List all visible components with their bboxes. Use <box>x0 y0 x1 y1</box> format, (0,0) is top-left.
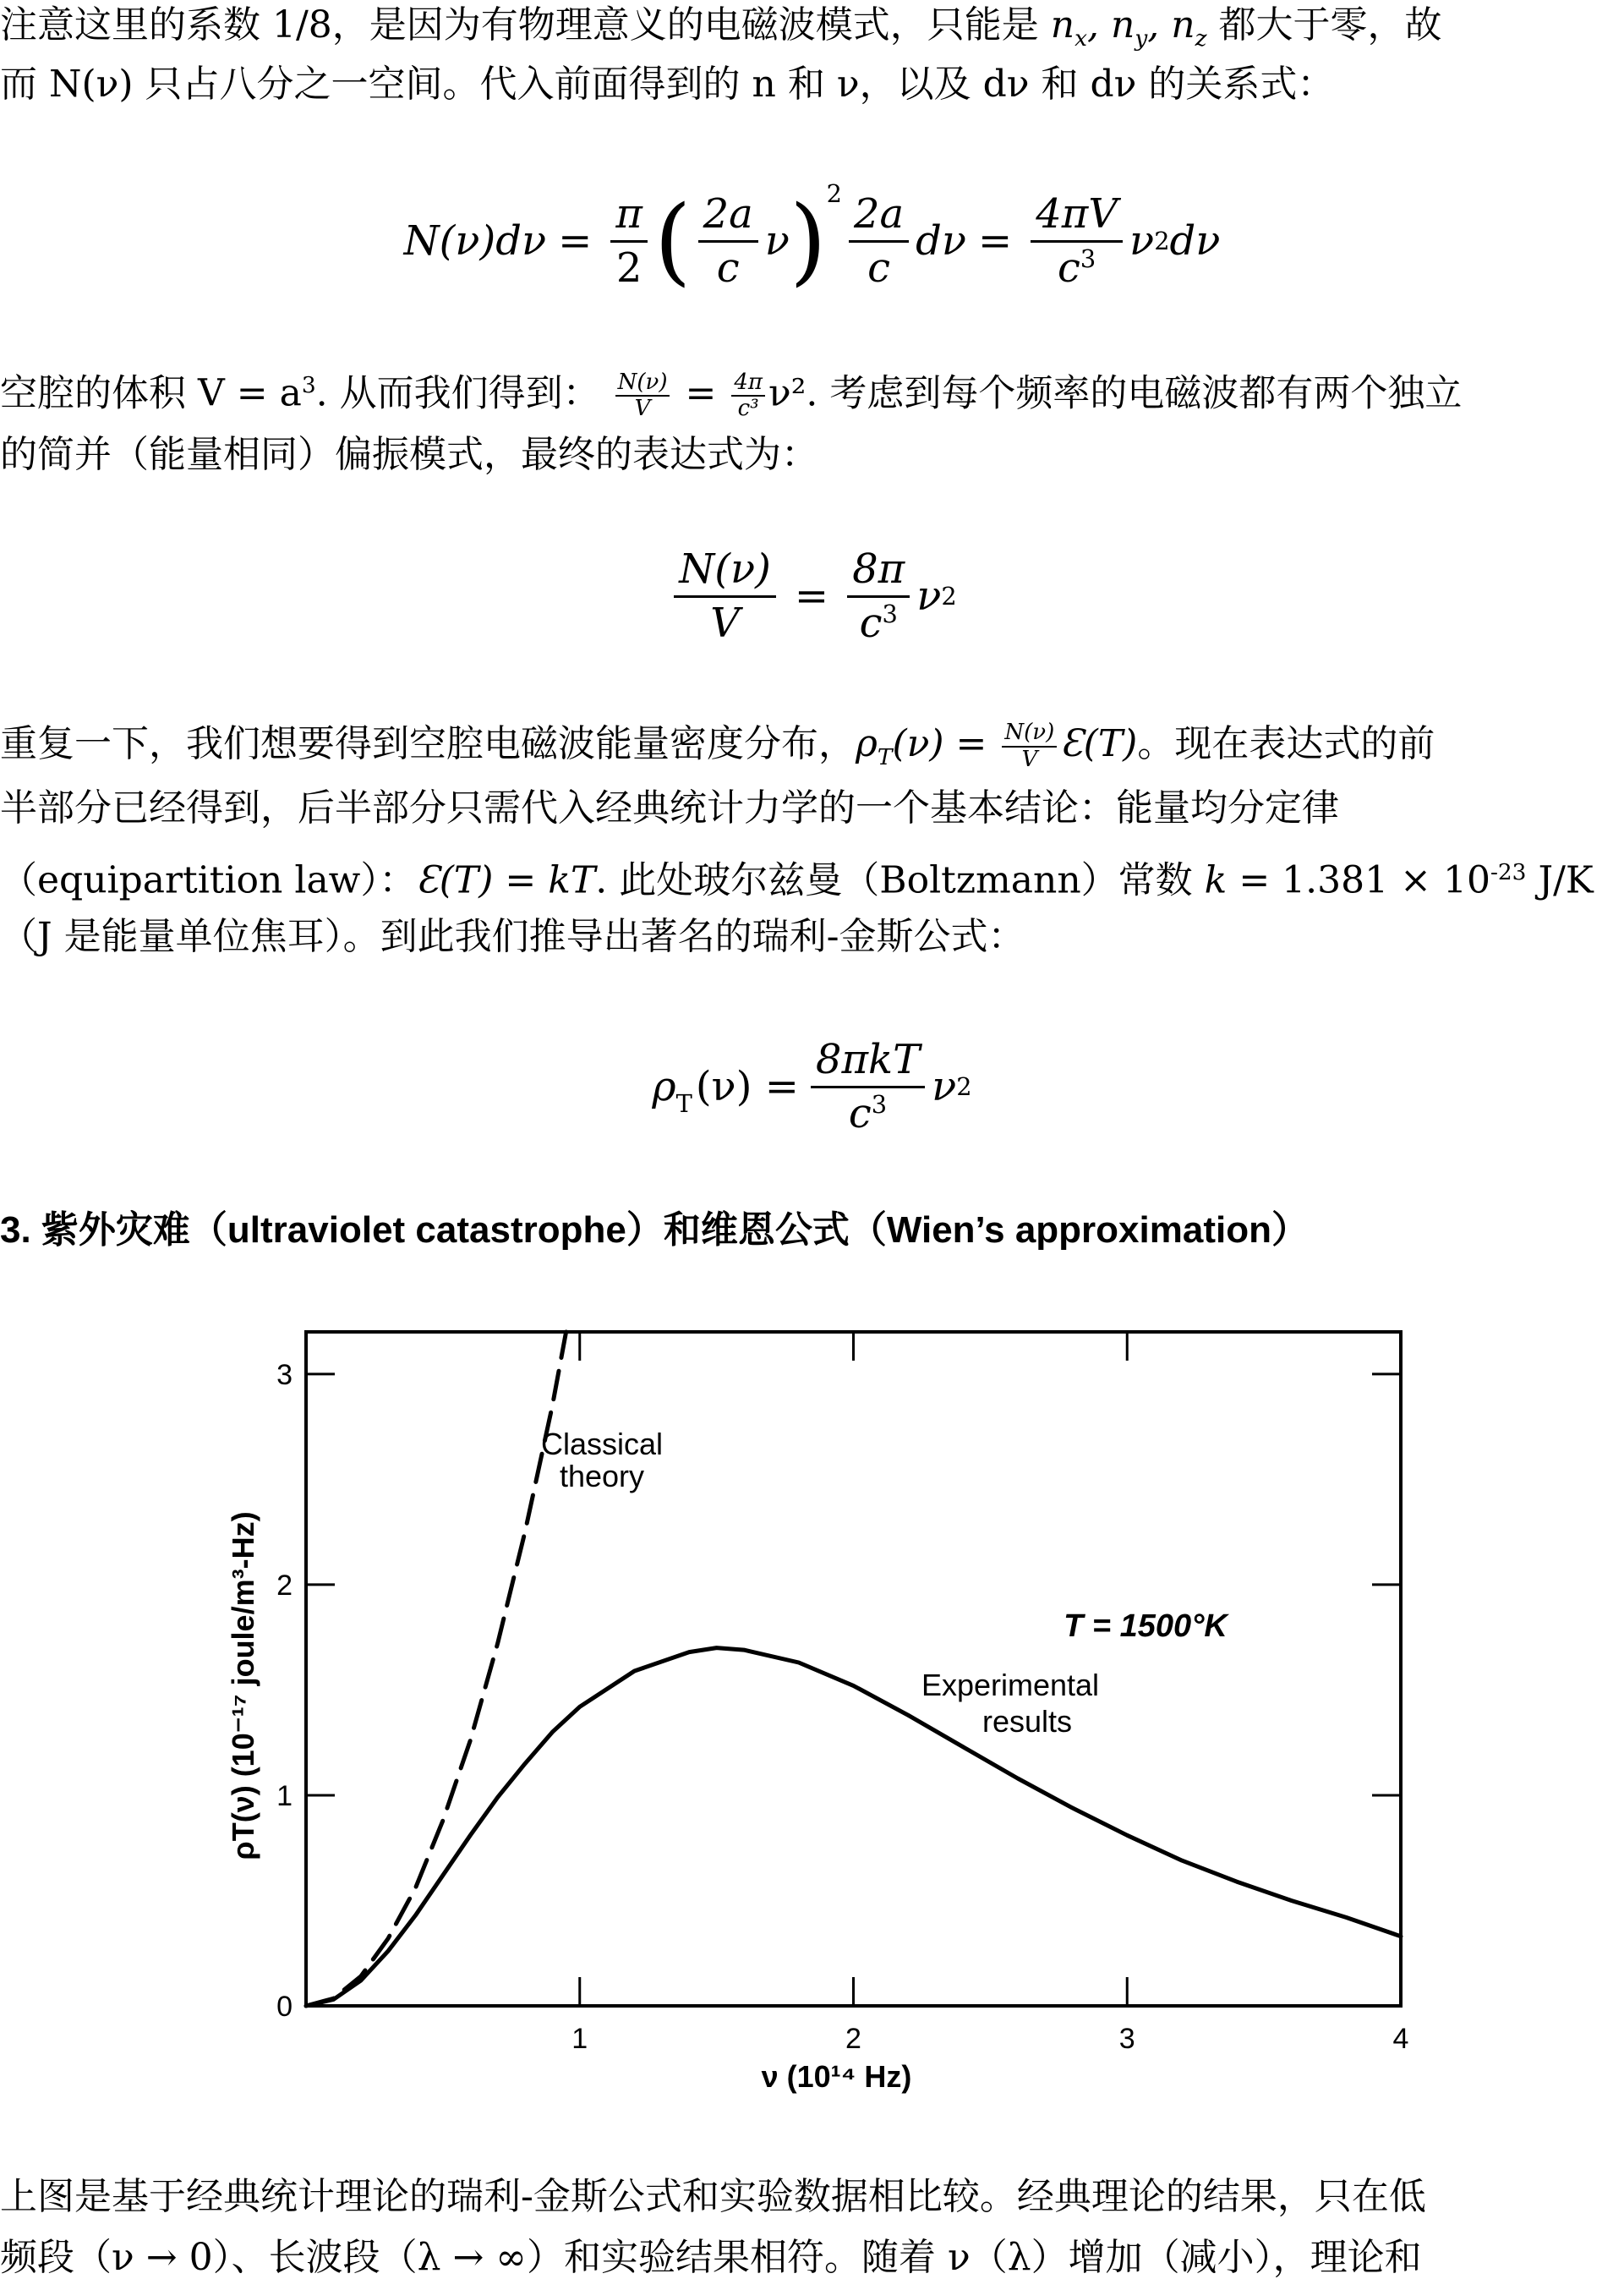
y-tick-label: 2 <box>276 1569 293 1602</box>
classical-label-line-1: Classical <box>540 1427 664 1461</box>
inline-frac-N-over-V: $\frac{N(\nu)}{V}$ <box>615 371 670 421</box>
chart-series <box>306 1332 1401 2006</box>
experimental-label-line-2: results <box>982 1704 1073 1739</box>
eq2-lhs-frac: $\frac{N(\nu)}{V}$ <box>674 547 776 646</box>
temperature-annotation: T = 1500°K <box>1064 1608 1228 1644</box>
x-tick-label: 1 <box>571 2023 588 2055</box>
classical-theory-curve <box>306 1332 566 2006</box>
text: 都大于零，故 <box>1206 3 1442 47</box>
eq1-dnu: dν <box>916 217 967 265</box>
blackbody-chart <box>0 1302 1624 2114</box>
eq3-frac: $\frac{\text{8πkT}}{c^3}$ <box>811 1038 925 1137</box>
equation-3: ρ $_T$ (ν) = $\frac{\text{8πkT}}{c^3}$ ν 2 <box>652 1035 972 1137</box>
eq1-frac-3: $\frac{4\pi V}{c^3}$ <box>1031 192 1123 291</box>
paragraph-2-line-1: 空腔的体积 $V = a^3$. 从而我们得到： $\frac{N(\nu)}{V}$ = $\frac{4\pi}{\text{c³}}$ ν². 考虑到每个频率的电磁波都有两个独立 <box>0 369 1463 422</box>
equation-2: $\frac{N(\nu)}{V}$ = $\frac{8\pi}{c^3}$ ν 2 <box>0 533 1624 660</box>
paragraph-2-line-2: 的简并（能量相同）偏振模式，最终的表达式为： <box>0 433 818 476</box>
paragraph-3-line-2: 半部分已经得到，后半部分只需代入经典统计力学的一个基本结论：能量均分定律 <box>0 786 1339 830</box>
eq1-pi-over-2: $\frac{\pi}{2}$ <box>610 192 648 291</box>
chart-labels <box>226 1427 1229 2094</box>
text: 注意这里的系数 1/8，是因为有物理意义的电磁波模式，只能是 <box>0 3 1051 47</box>
y-tick-label: 1 <box>276 1779 293 1812</box>
paragraph-3-line-3: （equipartition law）：Ɛ(T) = kT. 此处玻尔兹曼（Boltzmann）常数 $k = 1.381 \times 10^{-23}$ J/K <box>0 858 1594 902</box>
eq1-lhs: N(ν)dν <box>403 217 547 265</box>
eq1-inner-frac: $\frac{2a}{c}$ <box>698 192 758 291</box>
experimental-label-line-1: Experimental <box>921 1668 1100 1702</box>
x-tick-label: 3 <box>1118 2023 1135 2055</box>
inline-frac-N-over-V-2: $\frac{N(\nu)}{V}$ <box>1002 721 1057 771</box>
x-axis-label: ν (10¹⁴ Hz) <box>761 2059 912 2094</box>
experimental-results-curve <box>306 1648 1401 2006</box>
paragraph-1-line-2: 而 N(ν) 只占八分之一空间。代入前面得到的 n 和 ν，以及 dν 和 dν 的关系式： <box>0 63 1335 106</box>
y-tick-label: 3 <box>276 1358 293 1391</box>
x-tick-label: 2 <box>845 2023 861 2055</box>
chart-frame <box>306 1332 1401 2006</box>
eq1-nu: ν <box>764 217 790 265</box>
paragraph-4-line-1: 上图是基于经典统计理论的瑞利-金斯公式和实验数据相比较。经典理论的结果，只在低 <box>0 2175 1426 2218</box>
eq1-frac-2: $\frac{2a}{c}$ <box>849 192 909 291</box>
y-axis-label: ρT(ν) (10⁻¹⁷ joule/m³-Hz) <box>226 1511 260 1860</box>
math-vars: $n_x$, $n_y$, $n_z$ <box>1050 3 1207 52</box>
paragraph-3-line-1: 重复一下，我们想要得到空腔电磁波能量密度分布，$\rho_T(\nu)$ = $\frac{N(\nu)}{V}$ Ɛ(T)。现在表达式的前 <box>0 720 1435 772</box>
eq2-rhs-frac: $\frac{8\pi}{c^3}$ <box>847 547 910 646</box>
section-heading: 3. 紫外灾难（ultraviolet catastrophe）和维恩公式（Wien’s approximation） <box>0 1209 1309 1251</box>
classical-label-line-2: theory <box>559 1459 645 1493</box>
paragraph-3-line-4: （J 是能量单位焦耳）。到此我们推导出著名的瑞利-金斯公式： <box>0 915 1025 958</box>
paragraph-4-line-2: 频段（ν → 0）、长波段（λ → ∞）和实验结果相符。随着 ν（λ）增加（减小），理论和 <box>0 2236 1422 2279</box>
chart-ticks <box>276 1332 1408 2055</box>
y-tick-label: 0 <box>276 1991 293 2023</box>
inline-frac-4pi-over-c3: $\frac{4\pi}{\text{c³}}$ <box>731 371 765 421</box>
plot-border <box>306 1332 1401 2006</box>
x-tick-label: 4 <box>1392 2023 1409 2055</box>
equation-1: N(ν)dν = $\frac{\pi}{2}$ ( $\frac{2a}{c}$ ν ) $^2$ $\frac{2a}{c}$ dν = $\frac{4\pi V}{c^3}$ ν 2 dν <box>403 179 1221 296</box>
